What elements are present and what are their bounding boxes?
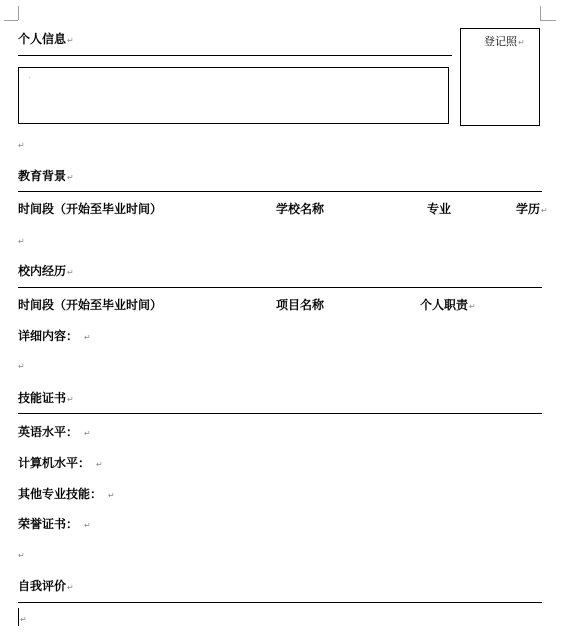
education-column-period: 时间段（开始至毕业时间） — [18, 202, 163, 216]
section-heading-skills: 技能证书↵ — [18, 391, 74, 405]
campus-column-role: 个人职责↵ — [420, 298, 476, 312]
section-heading-personal-info: 个人信息↵ — [18, 32, 74, 46]
campus-column-period: 时间段（开始至毕业时间） — [18, 298, 163, 312]
text-cursor-mark: ' — [29, 76, 31, 83]
education-column-major: 专业 — [427, 202, 452, 216]
campus-rule — [18, 287, 542, 288]
education-column-school: 学校名称 — [276, 202, 325, 216]
photo-frame[interactable] — [460, 28, 540, 126]
empty-paragraph-mark: ↵ — [20, 615, 27, 624]
campus-column-project: 项目名称 — [276, 298, 325, 312]
skill-item-honors: 荣誉证书： ↵ — [18, 517, 91, 531]
section-heading-education: 教育背景↵ — [18, 169, 74, 183]
photo-label: 登记照↵ — [484, 35, 525, 48]
skill-item-computer: 计算机水平： ↵ — [18, 456, 103, 470]
crop-mark-top-right-h — [540, 20, 556, 21]
personal-info-rule — [18, 55, 452, 56]
education-rule — [18, 191, 542, 192]
skill-item-other: 其他专业技能： ↵ — [18, 487, 115, 501]
crop-mark-top-right — [540, 6, 545, 20]
text-cursor[interactable] — [18, 608, 19, 626]
skill-item-english: 英语水平： ↵ — [18, 425, 91, 439]
skills-rule — [18, 413, 542, 414]
empty-paragraph-mark: ↵ — [18, 551, 25, 560]
crop-mark-top-left — [14, 6, 19, 20]
crop-mark-top-left-h — [4, 20, 18, 21]
paragraph-mark: ↵ — [67, 36, 74, 45]
empty-paragraph-mark: ↵ — [18, 237, 25, 246]
campus-detail-label: 详细内容： ↵ — [18, 329, 91, 343]
section-heading-campus-experience: 校内经历↵ — [18, 264, 74, 278]
education-column-degree: 学历↵ — [516, 202, 548, 216]
personal-info-textbox[interactable] — [18, 67, 449, 124]
empty-paragraph-mark: ↵ — [18, 362, 25, 371]
self-evaluation-rule — [18, 602, 542, 603]
empty-paragraph-mark: ↵ — [18, 141, 25, 150]
section-heading-self-evaluation: 自我评价↵ — [18, 579, 74, 593]
